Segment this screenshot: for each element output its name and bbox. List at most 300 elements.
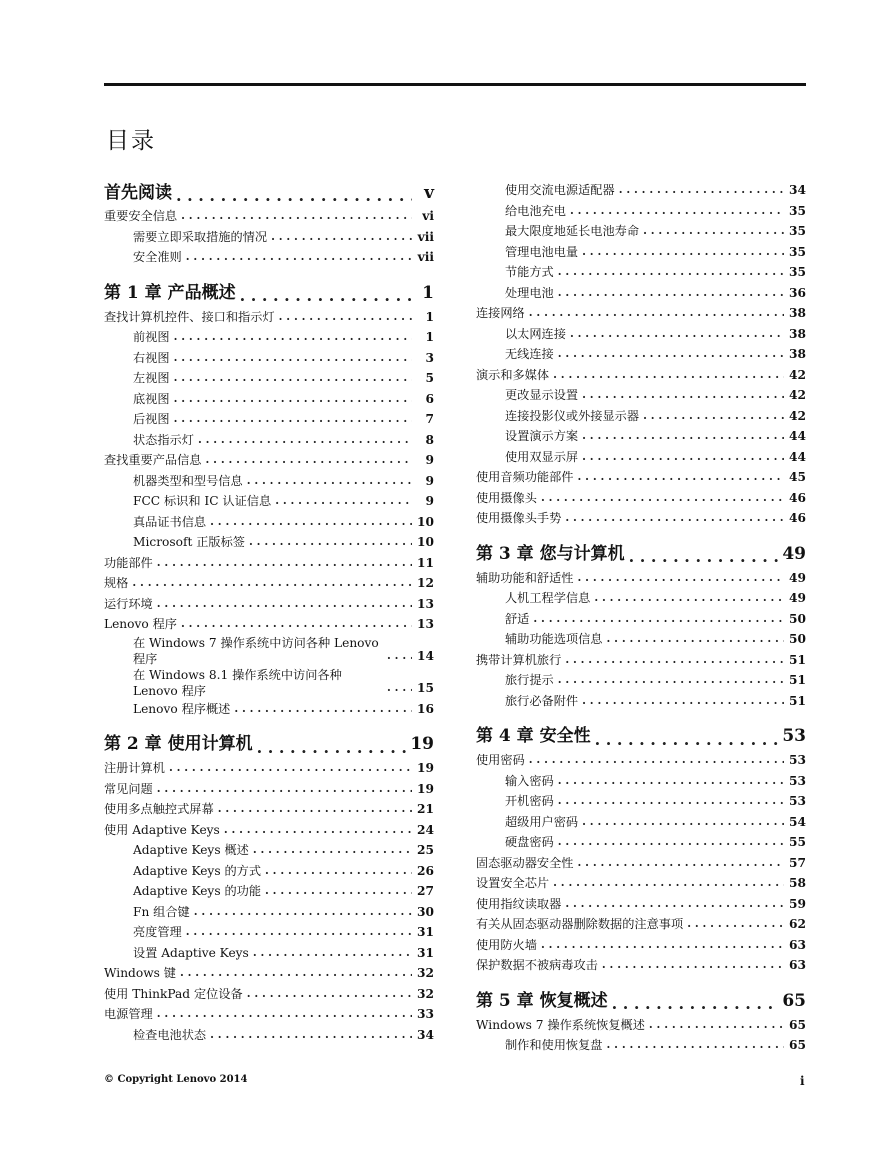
- toc-entry[interactable]: [476, 853, 806, 874]
- toc-entry[interactable]: [104, 450, 434, 471]
- toc-entry-page: 59: [784, 894, 806, 915]
- toc-entry-title: 使用音频功能部件: [476, 467, 578, 488]
- toc-entry[interactable]: [476, 914, 806, 935]
- toc-entry[interactable]: [476, 242, 806, 263]
- dot-leader: [174, 389, 412, 410]
- dot-leader: [247, 471, 412, 492]
- toc-entry-page: 65: [778, 988, 806, 1015]
- toc-entry[interactable]: [476, 262, 806, 283]
- toc-entry[interactable]: [104, 409, 434, 430]
- toc-entry[interactable]: [476, 670, 806, 691]
- toc-entry[interactable]: [104, 779, 434, 800]
- toc-entry-title: 重要安全信息: [104, 206, 181, 227]
- dot-leader: [643, 221, 784, 242]
- dot-leader: [558, 283, 784, 304]
- toc-entry-page: 34: [784, 180, 806, 201]
- toc-entry[interactable]: [104, 532, 434, 553]
- toc-entry-page: 9: [412, 471, 434, 492]
- toc-entry[interactable]: [476, 750, 806, 771]
- toc-entry[interactable]: [476, 832, 806, 853]
- toc-entry-title: Adaptive Keys 概述: [133, 840, 253, 861]
- toc-entry-title: 查找计算机控件、接口和指示灯: [104, 307, 279, 328]
- dot-leader: [602, 955, 784, 976]
- toc-entry[interactable]: [476, 488, 806, 509]
- dot-leader: [180, 963, 412, 984]
- toc-entry[interactable]: [104, 594, 434, 615]
- toc-entry[interactable]: [476, 691, 806, 712]
- toc-entry-page: 9: [412, 491, 434, 512]
- toc-entry-title: 演示和多媒体: [476, 365, 553, 386]
- toc-entry-page: 5: [412, 368, 434, 389]
- toc-entry[interactable]: [104, 471, 434, 492]
- toc-entry-title: 使用多点触控式屏幕: [104, 799, 218, 820]
- toc-chapter-entry[interactable]: [104, 280, 434, 307]
- toc-entry-title: 底视图: [133, 389, 174, 410]
- toc-entry-title: 亮度管理: [133, 922, 186, 943]
- toc-entry[interactable]: [104, 348, 434, 369]
- toc-entry-title: 规格: [104, 573, 132, 594]
- toc-entry[interactable]: [476, 324, 806, 345]
- toc-entry-page: 21: [412, 799, 434, 820]
- dot-leader: [275, 491, 412, 512]
- toc-entry-title: 辅助功能和舒适性: [476, 568, 578, 589]
- toc-entry-page: 24: [412, 820, 434, 841]
- toc-entry-page: 26: [412, 861, 434, 882]
- toc-chapter-entry[interactable]: [104, 731, 434, 758]
- toc-entry-title: 节能方式: [505, 262, 558, 283]
- toc-entry-title: 人机工程学信息: [505, 588, 594, 609]
- dot-leader: [558, 344, 784, 365]
- toc-entry-title: 常见问题: [104, 779, 157, 800]
- toc-entry-page: 55: [784, 832, 806, 853]
- toc-entry-title: 使用双显示屏: [505, 447, 582, 468]
- dot-leader: [582, 242, 784, 263]
- dot-leader: [194, 902, 412, 923]
- toc-entry[interactable]: [476, 344, 806, 365]
- toc-entry-title: 第 1 章 产品概述: [104, 280, 240, 307]
- dot-leader: [643, 406, 784, 427]
- toc-entry-page: 35: [784, 201, 806, 222]
- toc-entry-title: 旅行提示: [505, 670, 558, 691]
- dot-leader: [174, 368, 412, 389]
- toc-entry-title: 第 2 章 使用计算机: [104, 731, 257, 758]
- toc-entry[interactable]: [476, 406, 806, 427]
- toc-entry[interactable]: [476, 1015, 806, 1036]
- toc-entry-page: 62: [784, 914, 806, 935]
- toc-entry[interactable]: [476, 426, 806, 447]
- toc-entry-page: 3: [412, 348, 434, 369]
- dot-leader: [595, 730, 779, 751]
- dot-leader: [582, 812, 784, 833]
- toc-entry-title: 携带计算机旅行: [476, 650, 565, 671]
- toc-entry-title: 前视图: [133, 327, 174, 348]
- toc-entry[interactable]: [476, 201, 806, 222]
- toc-entry-page: 38: [784, 324, 806, 345]
- toc-entry-page: 45: [784, 467, 806, 488]
- dot-leader: [132, 573, 412, 594]
- toc-entry-page: 57: [784, 853, 806, 874]
- dot-leader: [582, 426, 784, 447]
- toc-entry-title: 电源管理: [104, 1004, 157, 1025]
- toc-entry-title: 在 Windows 7 操作系统中访问各种 Lenovo 程序: [133, 635, 387, 667]
- dot-leader: [279, 307, 412, 328]
- dot-leader: [607, 629, 785, 650]
- dot-leader: [612, 994, 779, 1015]
- toc-entry[interactable]: [476, 955, 806, 976]
- toc-entry-page: vii: [412, 227, 434, 248]
- toc-entry-title: 首先阅读: [104, 180, 176, 206]
- page-number: i: [800, 1074, 805, 1088]
- dot-leader: [649, 1015, 784, 1036]
- dot-leader: [619, 180, 784, 201]
- toc-entry[interactable]: [104, 327, 434, 348]
- dot-leader: [558, 791, 784, 812]
- toc-entry-page: 13: [412, 614, 434, 635]
- toc-entry-title: 连接投影仪或外接显示器: [505, 406, 643, 427]
- dot-leader: [629, 547, 779, 568]
- toc-entry-title: 舒适: [505, 609, 533, 630]
- dot-leader: [157, 553, 412, 574]
- toc-entry-title: 使用 Adaptive Keys: [104, 820, 224, 841]
- dot-leader: [210, 1025, 412, 1046]
- toc-entry-title: Windows 7 操作系统恢复概述: [476, 1015, 649, 1036]
- toc-entry[interactable]: [104, 307, 434, 328]
- dot-leader: [565, 894, 784, 915]
- toc-entry-title: 使用指纹读取器: [476, 894, 565, 915]
- toc-entry-page: vi: [412, 206, 434, 227]
- page-title: 目录: [106, 128, 156, 154]
- toc-entry-page: 51: [784, 691, 806, 712]
- toc-entry-title: 无线连接: [505, 344, 558, 365]
- toc-entry-page: 50: [784, 629, 806, 650]
- dot-leader: [253, 840, 412, 861]
- dot-leader: [565, 508, 784, 529]
- toc-entry-page: 32: [412, 984, 434, 1005]
- dot-leader: [234, 699, 412, 720]
- toc-entry[interactable]: [104, 799, 434, 820]
- toc-entry-title: 以太网连接: [505, 324, 570, 345]
- toc-entry[interactable]: [104, 840, 434, 861]
- toc-entry[interactable]: [104, 553, 434, 574]
- toc-entry-title: Microsoft 正版标签: [133, 532, 249, 553]
- toc-entry[interactable]: [104, 881, 434, 902]
- toc-entry-title: 使用交流电源适配器: [505, 180, 619, 201]
- toc-entry-page: 31: [412, 943, 434, 964]
- toc-entry-page: 49: [778, 541, 806, 568]
- toc-entry-title: 有关从固态驱动器删除数据的注意事项: [476, 914, 687, 935]
- dot-leader: [186, 247, 412, 268]
- toc-entry[interactable]: [104, 1004, 434, 1025]
- dot-leader: [582, 385, 784, 406]
- toc-entry-title: 开机密码: [505, 791, 558, 812]
- toc-entry-page: 10: [412, 532, 434, 553]
- toc-first-entry[interactable]: [104, 180, 434, 206]
- toc-entry[interactable]: [104, 573, 434, 594]
- toc-entry[interactable]: [104, 635, 434, 667]
- toc-chapter-entry[interactable]: [476, 988, 806, 1015]
- toc-entry-title: 检查电池状态: [133, 1025, 210, 1046]
- toc-entry-page: 58: [784, 873, 806, 894]
- toc-entry-page: 42: [784, 406, 806, 427]
- toc-entry-page: 65: [784, 1015, 806, 1036]
- copyright-notice: © Copyright Lenovo 2014: [104, 1074, 248, 1085]
- toc-entry[interactable]: [476, 303, 806, 324]
- toc-entry-page: 34: [412, 1025, 434, 1046]
- toc-entry-title: 固态驱动器安全性: [476, 853, 578, 874]
- toc-entry-page: v: [412, 180, 434, 206]
- toc-entry[interactable]: [476, 467, 806, 488]
- toc-entry-page: 49: [784, 568, 806, 589]
- toc-entry-title: 第 5 章 恢复概述: [476, 988, 612, 1015]
- toc-entry-page: 1: [412, 327, 434, 348]
- toc-entry[interactable]: [476, 588, 806, 609]
- dot-leader: [181, 614, 412, 635]
- toc-entry-page: 6: [412, 389, 434, 410]
- dot-leader: [224, 820, 412, 841]
- toc-entry[interactable]: [476, 771, 806, 792]
- toc-entry-page: 27: [412, 881, 434, 902]
- toc-entry[interactable]: [476, 508, 806, 529]
- toc-entry-page: 10: [412, 512, 434, 533]
- toc-chapter-entry[interactable]: [476, 723, 806, 750]
- toc-right-column: [476, 180, 806, 1056]
- toc-entry[interactable]: [104, 699, 434, 720]
- toc-entry-page: 42: [784, 365, 806, 386]
- toc-entry-page: 19: [412, 779, 434, 800]
- toc-entry[interactable]: [104, 1025, 434, 1046]
- toc-entry-page: 54: [784, 812, 806, 833]
- dot-leader: [174, 409, 412, 430]
- toc-entry-title: 超级用户密码: [505, 812, 582, 833]
- toc-entry[interactable]: [476, 365, 806, 386]
- dot-leader: [387, 646, 412, 667]
- toc-entry[interactable]: [104, 820, 434, 841]
- toc-entry-page: 30: [412, 902, 434, 923]
- toc-entry[interactable]: [476, 873, 806, 894]
- dot-leader: [210, 512, 412, 533]
- dot-leader: [558, 670, 784, 691]
- dot-leader: [249, 532, 412, 553]
- dot-leader: [257, 738, 407, 759]
- toc-entry-title: 右视图: [133, 348, 174, 369]
- dot-leader: [218, 799, 412, 820]
- toc-entry-title: 制作和使用恢复盘: [505, 1035, 607, 1056]
- toc-entry-title: Lenovo 程序: [104, 614, 181, 635]
- toc-entry-page: 51: [784, 650, 806, 671]
- toc-entry-title: 设置演示方案: [505, 426, 582, 447]
- toc-entry-page: 12: [412, 573, 434, 594]
- toc-entry[interactable]: [476, 385, 806, 406]
- toc-entry-page: 31: [412, 922, 434, 943]
- toc-entry[interactable]: [476, 609, 806, 630]
- toc-entry-title: 保护数据不被病毒攻击: [476, 955, 602, 976]
- toc-entry-title: 需要立即采取措施的情况: [133, 227, 271, 248]
- dot-leader: [578, 467, 785, 488]
- dot-leader: [553, 873, 784, 894]
- toc-entry-page: 16: [412, 699, 434, 720]
- dot-leader: [157, 779, 412, 800]
- toc-entry-title: 查找重要产品信息: [104, 450, 206, 471]
- toc-entry-title: Lenovo 程序概述: [133, 699, 234, 720]
- toc-entry-page: 65: [784, 1035, 806, 1056]
- toc-entry-title: 输入密码: [505, 771, 558, 792]
- toc-entry[interactable]: [104, 389, 434, 410]
- dot-leader: [387, 678, 412, 699]
- toc-entry[interactable]: [104, 368, 434, 389]
- toc-entry-page: 7: [412, 409, 434, 430]
- dot-leader: [582, 447, 784, 468]
- dot-leader: [607, 1035, 785, 1056]
- toc-entry-page: 1: [412, 280, 434, 307]
- dot-leader: [265, 861, 412, 882]
- toc-entry[interactable]: [104, 227, 434, 248]
- toc-entry[interactable]: [476, 791, 806, 812]
- dot-leader: [169, 758, 412, 779]
- toc-entry-title: 辅助功能选项信息: [505, 629, 607, 650]
- toc-entry[interactable]: [104, 984, 434, 1005]
- dot-leader: [529, 303, 784, 324]
- dot-leader: [541, 935, 784, 956]
- toc-entry-title: 使用摄像头手势: [476, 508, 565, 529]
- dot-leader: [176, 186, 412, 207]
- toc-entry[interactable]: [476, 935, 806, 956]
- toc-entry-title: 使用密码: [476, 750, 529, 771]
- dot-leader: [174, 348, 412, 369]
- toc-entry-title: 连接网络: [476, 303, 529, 324]
- toc-entry[interactable]: [476, 650, 806, 671]
- toc-entry[interactable]: [476, 283, 806, 304]
- toc-entry-title: 最大限度地延长电池寿命: [505, 221, 643, 242]
- toc-entry-page: 53: [778, 723, 806, 750]
- toc-entry-title: 后视图: [133, 409, 174, 430]
- dot-leader: [253, 943, 412, 964]
- toc-entry-page: 36: [784, 283, 806, 304]
- toc-entry-title: 设置安全芯片: [476, 873, 553, 894]
- toc-entry-title: 设置 Adaptive Keys: [133, 943, 253, 964]
- dot-leader: [174, 327, 412, 348]
- toc-entry[interactable]: [476, 568, 806, 589]
- toc-entry-page: 35: [784, 242, 806, 263]
- dot-leader: [186, 922, 412, 943]
- toc-entry[interactable]: [476, 1035, 806, 1056]
- toc-chapter-entry[interactable]: [476, 541, 806, 568]
- toc-entry-title: 机器类型和型号信息: [133, 471, 247, 492]
- toc-entry-title: 第 3 章 您与计算机: [476, 541, 629, 568]
- dot-leader: [582, 691, 784, 712]
- toc-entry[interactable]: [104, 943, 434, 964]
- toc-entry-page: 1: [412, 307, 434, 328]
- toc-entry-page: 46: [784, 488, 806, 509]
- toc-entry-page: 63: [784, 935, 806, 956]
- dot-leader: [198, 430, 412, 451]
- dot-leader: [570, 201, 784, 222]
- toc-entry-title: Windows 键: [104, 963, 180, 984]
- toc-entry[interactable]: [104, 963, 434, 984]
- toc-entry-page: 46: [784, 508, 806, 529]
- toc-entry[interactable]: [104, 667, 434, 699]
- toc-entry[interactable]: [104, 861, 434, 882]
- toc-entry-title: FCC 标识和 IC 认证信息: [133, 491, 275, 512]
- toc-entry-title: Adaptive Keys 的方式: [133, 861, 265, 882]
- toc-entry-page: 33: [412, 1004, 434, 1025]
- dot-leader: [553, 365, 784, 386]
- toc-entry-title: Adaptive Keys 的功能: [133, 881, 265, 902]
- toc-entry-page: 51: [784, 670, 806, 691]
- toc-entry-page: 38: [784, 303, 806, 324]
- dot-leader: [271, 227, 412, 248]
- toc-entry[interactable]: [104, 430, 434, 451]
- dot-leader: [157, 594, 412, 615]
- dot-leader: [558, 771, 784, 792]
- toc-entry-title: 硬盘密码: [505, 832, 558, 853]
- toc-entry[interactable]: [476, 221, 806, 242]
- toc-entry[interactable]: [104, 491, 434, 512]
- toc-entry[interactable]: [104, 614, 434, 635]
- toc-entry[interactable]: [104, 512, 434, 533]
- dot-leader: [558, 832, 784, 853]
- toc-entry[interactable]: [104, 922, 434, 943]
- toc-entry[interactable]: [476, 812, 806, 833]
- dot-leader: [687, 914, 784, 935]
- dot-leader: [578, 853, 785, 874]
- toc-entry[interactable]: [104, 758, 434, 779]
- dot-leader: [565, 650, 784, 671]
- toc-entry-title: 在 Windows 8.1 操作系统中访问各种 Lenovo 程序: [133, 667, 387, 699]
- toc-entry[interactable]: [476, 629, 806, 650]
- dot-leader: [265, 881, 412, 902]
- toc-entry-title: 使用 ThinkPad 定位设备: [104, 984, 247, 1005]
- dot-leader: [558, 262, 784, 283]
- toc-entry-page: 19: [412, 758, 434, 779]
- dot-leader: [240, 286, 412, 307]
- toc-entry[interactable]: [104, 206, 434, 227]
- dot-leader: [529, 750, 784, 771]
- toc-entry-title: 旅行必备附件: [505, 691, 582, 712]
- toc-entry-title: Fn 组合键: [133, 902, 194, 923]
- dot-leader: [157, 1004, 412, 1025]
- toc-entry-page: 44: [784, 426, 806, 447]
- toc-entry[interactable]: [104, 902, 434, 923]
- dot-leader: [594, 588, 784, 609]
- toc-entry-title: 注册计算机: [104, 758, 169, 779]
- toc-entry-title: 管理电池电量: [505, 242, 582, 263]
- toc-entry-title: 真品证书信息: [133, 512, 210, 533]
- toc-entry[interactable]: [104, 247, 434, 268]
- dot-leader: [570, 324, 784, 345]
- toc-entry-page: vii: [412, 247, 434, 268]
- toc-entry-title: 使用防火墙: [476, 935, 541, 956]
- toc-entry-title: 功能部件: [104, 553, 157, 574]
- toc-entry-page: 49: [784, 588, 806, 609]
- toc-entry-title: 运行环境: [104, 594, 157, 615]
- toc-entry-page: 25: [412, 840, 434, 861]
- toc-left-column: [104, 180, 434, 1045]
- toc-entry-page: 19: [406, 731, 434, 758]
- toc-entry-page: 42: [784, 385, 806, 406]
- dot-leader: [247, 984, 412, 1005]
- toc-entry-title: 左视图: [133, 368, 174, 389]
- toc-entry[interactable]: [476, 447, 806, 468]
- toc-entry-page: 53: [784, 750, 806, 771]
- dot-leader: [578, 568, 785, 589]
- toc-entry[interactable]: [476, 180, 806, 201]
- toc-entry-page: 44: [784, 447, 806, 468]
- toc-entry-title: 安全准则: [133, 247, 186, 268]
- toc-entry[interactable]: [476, 894, 806, 915]
- toc-entry-page: 50: [784, 609, 806, 630]
- toc-entry-page: 15: [412, 678, 434, 699]
- toc-entry-page: 9: [412, 450, 434, 471]
